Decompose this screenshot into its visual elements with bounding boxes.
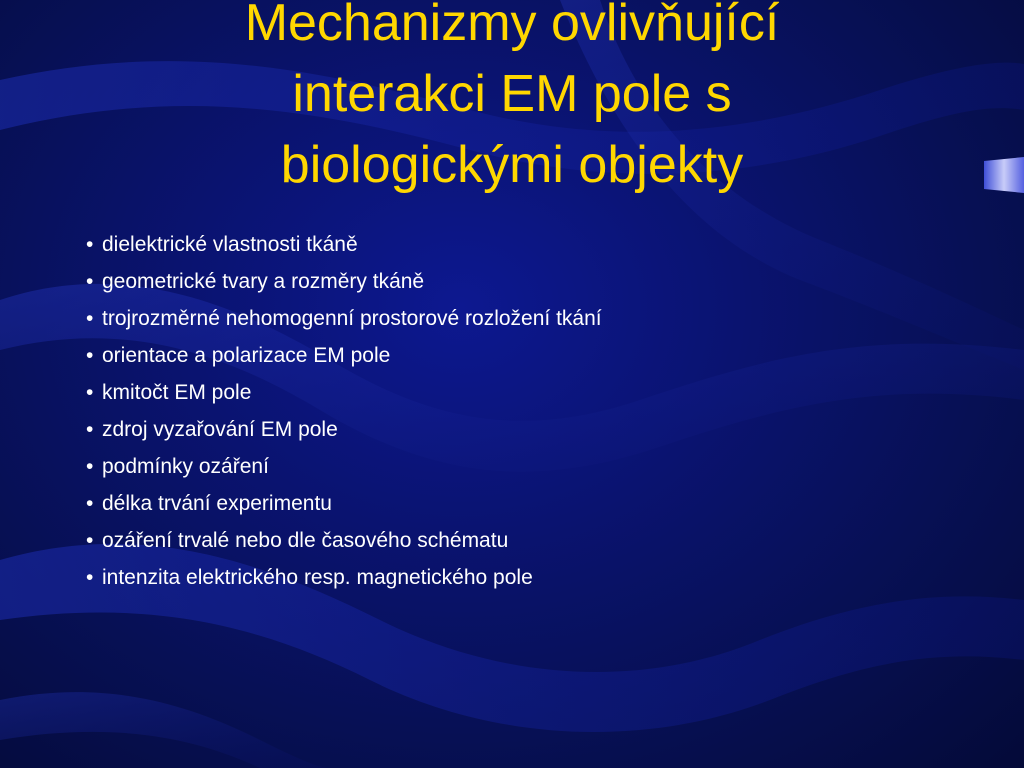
list-item <box>86 374 966 411</box>
list-item-text: dielektrické vlastnosti tkáně <box>102 233 358 256</box>
slide-title <box>80 0 944 201</box>
title-line: biologickými objekty <box>280 136 744 194</box>
bullet-marker: • <box>86 307 94 330</box>
list-item-text: geometrické tvary a rozměry tkáně <box>102 270 425 293</box>
list-item-text: intenzita elektrického resp. magnetického pole <box>102 566 533 589</box>
list-item <box>86 337 966 374</box>
list-item <box>86 263 966 300</box>
bullet-marker: • <box>86 418 94 441</box>
list-item-text: podmínky ozáření <box>102 455 269 478</box>
bullet-marker: • <box>86 492 94 515</box>
title-line: interakci EM pole s <box>292 65 732 123</box>
ribbon-shape <box>0 692 330 768</box>
list-item <box>86 485 966 522</box>
bullet-list <box>86 226 966 596</box>
bullet-marker: • <box>86 233 94 256</box>
bullet-marker: • <box>86 455 94 478</box>
list-item-text: ozáření trvalé nebo dle časového schématu <box>102 529 509 552</box>
bullet-marker: • <box>86 344 94 367</box>
list-item-text: trojrozměrné nehomogenní prostorové rozložení tkání <box>102 307 602 330</box>
list-item-text: orientace a polarizace EM pole <box>102 344 391 367</box>
bullet-marker: • <box>86 529 94 552</box>
list-item-text: zdroj vyzařování EM pole <box>102 418 338 441</box>
list-item <box>86 300 966 337</box>
list-item <box>86 522 966 559</box>
list-item-text: kmitočt EM pole <box>102 381 252 404</box>
bullet-marker: • <box>86 270 94 293</box>
list-item <box>86 448 966 485</box>
title-line: Mechanizmy ovlivňující <box>244 0 780 52</box>
list-item <box>86 559 966 596</box>
bullet-marker: • <box>86 566 94 589</box>
bullet-marker: • <box>86 381 94 404</box>
list-item-text: délka trvání experimentu <box>102 492 332 515</box>
list-item <box>86 226 966 263</box>
list-item <box>86 411 966 448</box>
side-tab-decoration <box>984 157 1024 193</box>
